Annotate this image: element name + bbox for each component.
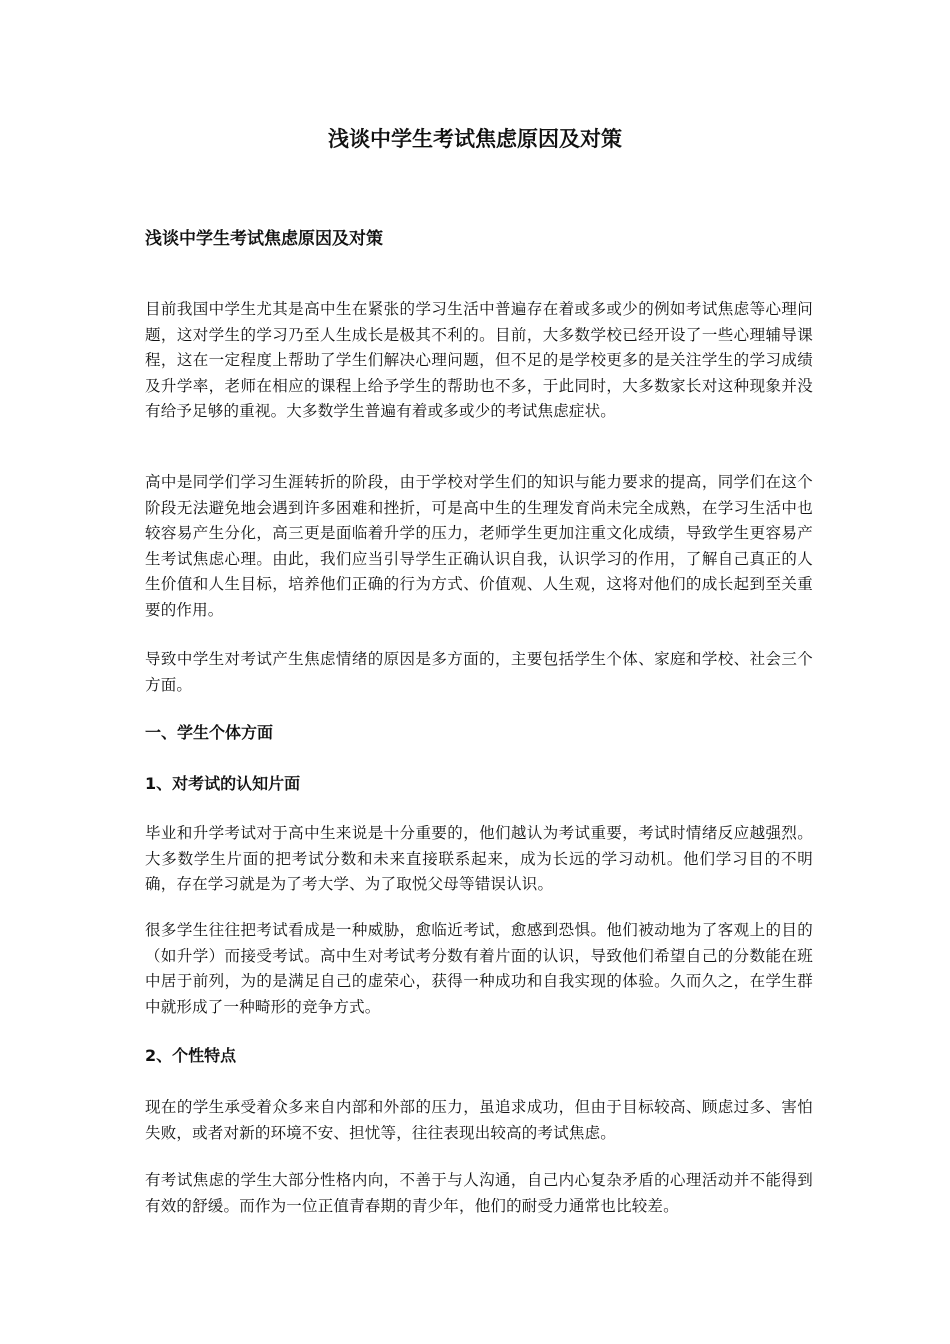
document-title: 浅谈中学生考试焦虑原因及对策 [328,127,622,151]
subsection-heading-exam-cognition: 1、对考试的认知片面 [145,774,301,793]
exam-cognition-paragraph-1: 毕业和升学考试对于高中生来说是十分重要的，他们越认为考试重要，考试时情绪反应越强烈。大多数学生片面的把考试分数和未来直接联系起来，成为长远的学习动机。他们学习目的不明确，存在学习就是为了考大学、为了取悦父母等错误认识。 [145,824,813,893]
personality-paragraph-2: 有考试焦虑的学生大部分性格内向，不善于与人沟通，自己内心复杂矛盾的心理活动并不能得到有效的舒缓。而作为一位正值青春期的青少年，他们的耐受力通常也比较差。 [145,1171,813,1215]
document-subtitle: 浅谈中学生考试焦虑原因及对策 [145,229,383,249]
exam-cognition-paragraph-2: 很多学生往往把考试看成是一种威胁，愈临近考试，愈感到恐惧。他们被动地为了客观上的目的（如升学）而接受考试。高中生对考试考分数有着片面的认识，导致他们希望自己的分数能在班中居于前列，为的是满足自己的虚荣心，获得一种成功和自我实现的体验。久而久之，在学生群中就形成了一种畸形的竞争方式。 [145,921,813,1016]
section-heading-student-individual: 一、学生个体方面 [145,723,274,742]
intro-paragraph-2: 高中是同学们学习生涯转折的阶段，由于学校对学生们的知识与能力要求的提高，同学们在这个阶段无法避免地会遇到许多困难和挫折，可是高中生的生理发育尚未完全成熟，在学习生活中也较容易产生分化，高三更是面临着升学的压力，老师学生更加注重文化成绩，导致学生更容易产生考试焦虑心理。由此，我们应当引导学生正确认识自我，认识学习的作用，了解自己真正的人生价值和人生目标，培养他们正确的行为方式、价值观、人生观，这将对他们的成长起到至关重要的作用。 [145,473,813,619]
intro-paragraph-1: 目前我国中学生尤其是高中生在紧张的学习生活中普遍存在着或多或少的例如考试焦虑等心理问题，这对学生的学习乃至人生成长是极其不利的。目前，大多数学校已经开设了一些心理辅导课程，这在一定程度上帮助了学生们解决心理问题，但不足的是学校更多的是关注学生的学习成绩及升学率，老师在相应的课程上给予学生的帮助也不多，于此同时，大多数家长对这种现象并没有给予足够的重视。大多数学生普遍有着或多或少的考试焦虑症状。 [145,300,813,420]
personality-paragraph-1: 现在的学生承受着众多来自内部和外部的压力，虽追求成功，但由于目标较高、顾虑过多、害怕失败，或者对新的环境不安、担忧等，往往表现出较高的考试焦虑。 [145,1098,813,1142]
subsection-heading-personality: 2、个性特点 [145,1046,237,1065]
intro-paragraph-3: 导致中学生对考试产生焦虑情绪的原因是多方面的，主要包括学生个体、家庭和学校、社会三个方面。 [145,650,813,694]
